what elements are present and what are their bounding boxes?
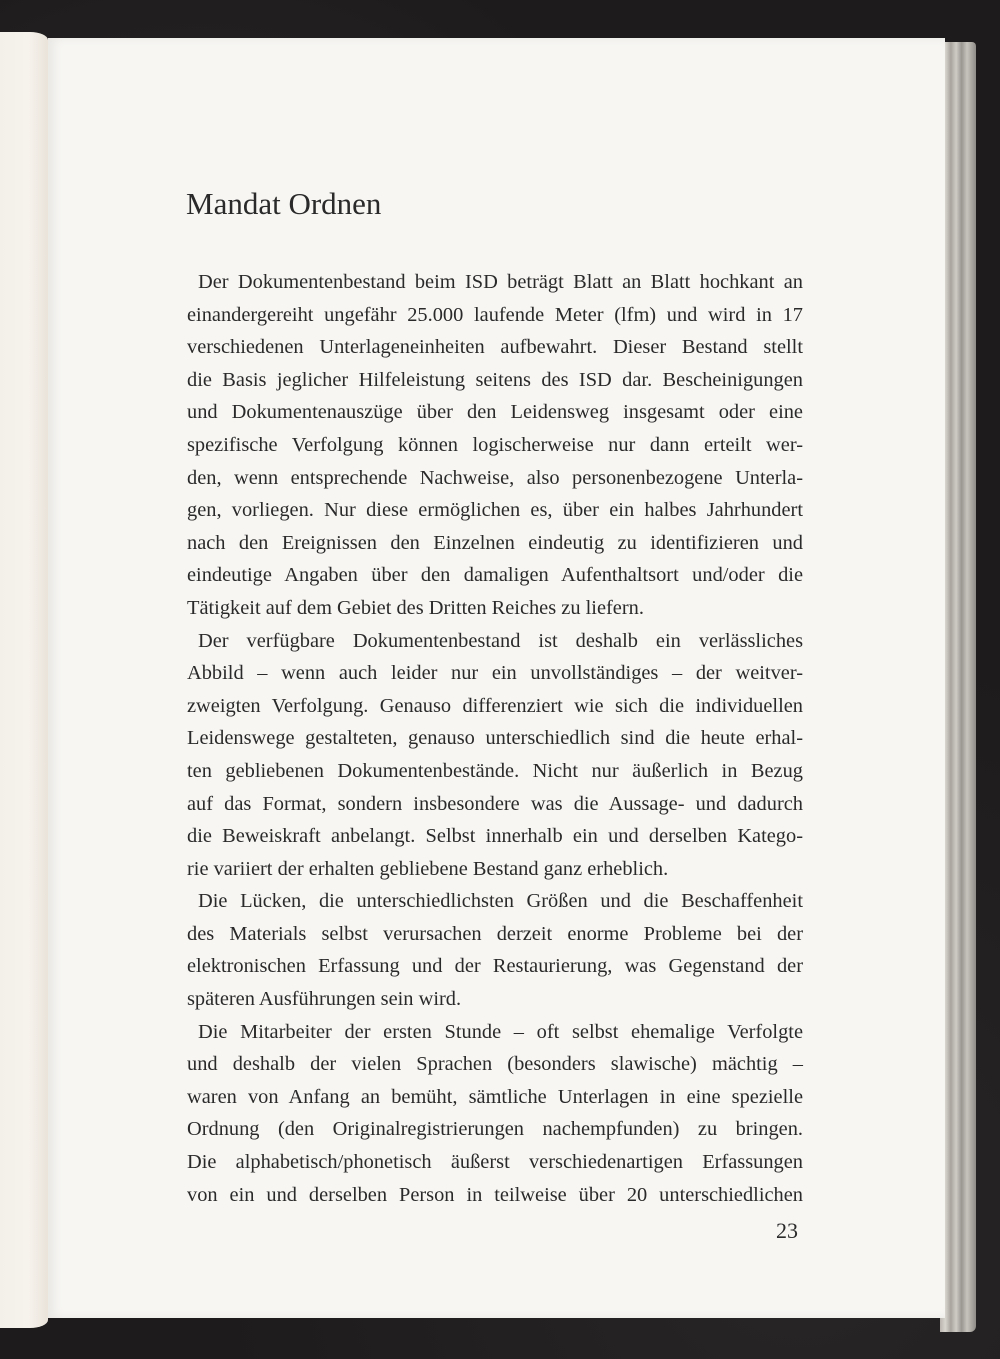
text-line: die Basis jeglicher Hilfeleistung seitens des ISD dar. Bescheinigungen xyxy=(187,368,803,391)
text-line: den, wenn entsprechende Nachweise, also personenbezogene Unterla- xyxy=(187,466,803,489)
text-line: Leidenswege gestalteten, genauso unterschiedlich sind die heute erhal- xyxy=(187,727,803,750)
text-line: gen, vorliegen. Nur diese ermöglichen es, über ein halbes Jahrhundert xyxy=(187,499,803,522)
text-line: Die alphabetisch/phonetisch äußerst verschiedenartigen Erfassungen xyxy=(187,1151,803,1174)
text-line: rie variiert der erhalten gebliebene Bestand ganz erheblich. xyxy=(187,857,669,880)
text-line: spezifische Verfolgung können logischerweise nur dann erteilt wer- xyxy=(187,433,803,456)
text-line: späteren Ausführungen sein wird. xyxy=(187,988,462,1011)
facing-page-edge xyxy=(0,32,48,1328)
text-line: Die Mitarbeiter der ersten Stunde – oft selbst ehemalige Verfolgte xyxy=(198,1020,803,1043)
text-line: des Materials selbst verursachen derzeit enorme Probleme bei der xyxy=(187,922,803,945)
text-line: Abbild – wenn auch leider nur ein unvollständiges – der weitver- xyxy=(187,662,803,685)
text-line: Ordnung (den Originalregistrierungen nachempfunden) zu bringen. xyxy=(187,1118,803,1141)
paragraph xyxy=(187,625,803,886)
text-line: die Beweiskraft anbelangt. Selbst innerhalb ein und derselben Katego- xyxy=(187,825,803,848)
text-line: und Dokumentenauszüge über den Leidensweg insgesamt oder eine xyxy=(187,401,803,424)
text-line: zweigten Verfolgung. Genauso differenziert wie sich die individuellen xyxy=(187,694,803,717)
text-line: von ein und derselben Person in teilweise über 20 unterschiedlichen xyxy=(187,1183,803,1206)
text-line: Der verfügbare Dokumentenbestand ist deshalb ein verlässliches xyxy=(198,629,803,652)
text-line: ten gebliebenen Dokumentenbestände. Nicht nur äußerlich in Bezug xyxy=(187,759,803,782)
text-line: elektronischen Erfassung und der Restaurierung, was Gegenstand der xyxy=(187,955,803,978)
text-line: eindeutige Angaben über den damaligen Aufenthaltsort und/oder die xyxy=(187,564,803,587)
text-line: waren von Anfang an bemüht, sämtliche Unterlagen in eine spezielle xyxy=(187,1085,803,1108)
text-line: einandergereiht ungefähr 25.000 laufende Meter (lfm) und wird in 17 xyxy=(187,303,803,326)
book-page-edges xyxy=(940,42,976,1332)
text-line: nach den Ereignissen den Einzelnen eindeutig zu identifizieren und xyxy=(187,531,803,554)
text-line: verschiedenen Unterlageneinheiten aufbewahrt. Dieser Bestand stellt xyxy=(187,336,803,359)
text-line: Der Dokumentenbestand beim ISD beträgt Blatt an Blatt hochkant an xyxy=(198,271,803,293)
text-line: auf das Format, sondern insbesondere was die Aussage- und dadurch xyxy=(187,792,803,815)
paragraph xyxy=(187,266,803,625)
page-number: 23 xyxy=(776,1218,798,1243)
text-line: Tätigkeit auf dem Gebiet des Dritten Reiches zu liefern. xyxy=(187,596,644,619)
text-line: Die Lücken, die unterschiedlichsten Größen und die Beschaffenheit xyxy=(198,890,803,913)
chapter-heading: Mandat Ordnen xyxy=(186,186,382,221)
text-line: und deshalb der vielen Sprachen (besonders slawische) mächtig – xyxy=(187,1053,803,1076)
paragraph xyxy=(187,1016,803,1212)
body-text xyxy=(187,266,803,1211)
paragraph xyxy=(187,885,803,1015)
